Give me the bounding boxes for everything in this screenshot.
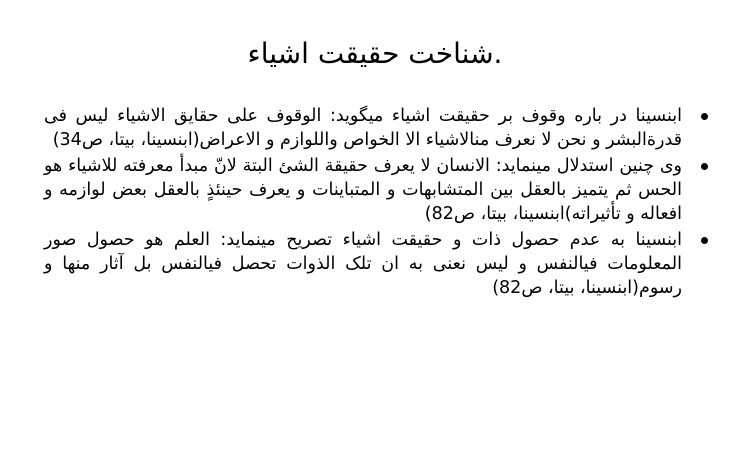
bullet-text: وی چنین استدلال مینماید: الانسان لا یعرف حقیقة الشئ البتة لانّ مبدأ معرفته للاشیاء هو الحس ثم یتمیز بالعقل بین المتشابهات و المتباینات و یعرف حینئذٍ بالعقل بعض لوازمه و افعاله و تأثیراته)ابنسینا، بیتا، ص82) xyxy=(44,156,682,224)
bullet-text: ابنسینا به عدم حصول ذات و حقیقت اشیاء تصریح مینماید: العلم هو حصول صور المعلومات فیالنفس و لیس نعنی به ان تلک الذوات تحصل فیالنفس بل آثار منها و رسوم(ابنسینا، بیتا، ص82) xyxy=(44,230,682,298)
bullet-icon xyxy=(701,163,708,170)
bullet-item xyxy=(44,104,714,152)
bullet-item xyxy=(44,154,714,226)
bullet-text: ابنسینا در باره وقوف بر حقیقت اشیاء میگوید: الوقوف علی حقایق الاشیاء لیس فی قدرةالبشر و نحن لا نعرف منالاشیاء الا الخواص واللوازم و الاعراض(ابنسینا، بیتا، ص34) xyxy=(44,106,682,150)
slide-title: .شناخت حقیقت اشیاء xyxy=(247,37,503,70)
bullet-icon xyxy=(701,237,708,244)
bullet-icon xyxy=(701,113,708,120)
bullet-item xyxy=(44,228,714,300)
bullet-list xyxy=(44,104,714,302)
